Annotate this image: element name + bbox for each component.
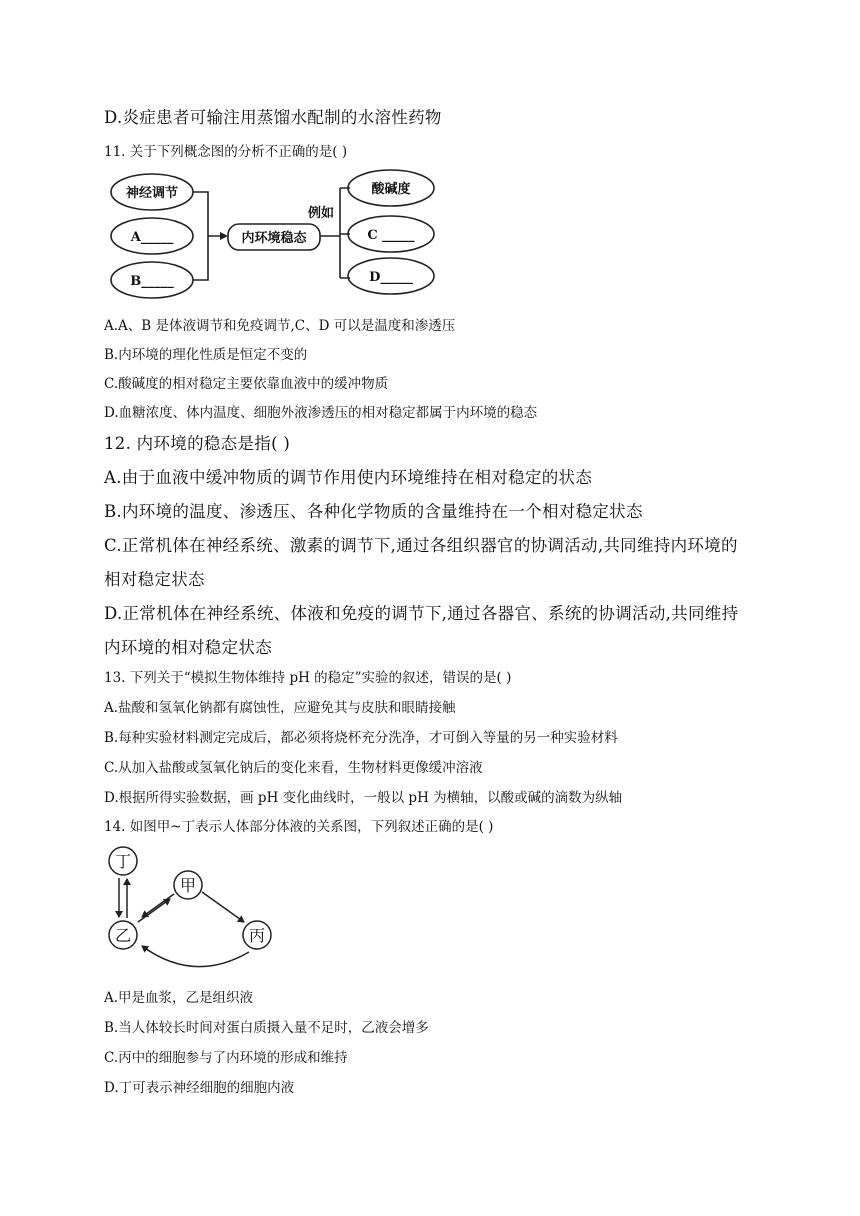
q14-fluid-diagram	[104, 842, 284, 974]
label-yi: 乙	[114, 926, 132, 945]
q11-option-a: A.A、B 是体液调节和免疫调节,C、D 可以是温度和渗透压	[104, 318, 456, 334]
q12-stem: 12. 内环境的稳态是指( )	[104, 434, 291, 453]
q12-option-a: A.由于血液中缓冲物质的调节作用使内环境维持在相对稳定的状态	[104, 468, 593, 487]
label-d: D_____	[369, 270, 413, 285]
label-b: B_____	[130, 274, 174, 289]
q12-option-b: B.内环境的温度、渗透压、各种化学物质的含量维持在一个相对稳定状态	[104, 502, 643, 521]
label-ding: 丁	[114, 852, 132, 871]
label-ph: 酸碱度	[371, 182, 411, 197]
q11-concept-diagram	[104, 168, 454, 308]
q12-option-d: D.正常机体在神经系统、体液和免疫的调节下,通过各器官、系统的协调活动,共同维持	[104, 604, 739, 623]
q14-stem: 14. 如图甲~丁表示人体部分体液的关系图，下列叙述正确的是( )	[104, 819, 494, 835]
q13-option-c: C.从加入盐酸或氢氧化钠后的变化来看，生物材料更像缓冲溶液	[104, 760, 483, 776]
q11-stem: 11. 关于下列概念图的分析不正确的是( )	[104, 144, 348, 160]
q12-option-c-cont: 相对稳定状态	[104, 570, 205, 589]
q11-option-d: D.血糖浓度、体内温度、细胞外液渗透压的相对稳定都属于内环境的稳态	[104, 405, 538, 421]
q10-option-d: D.炎症患者可输注用蒸馏水配制的水溶性药物	[104, 108, 442, 127]
q14-option-c: C.丙中的细胞参与了内环境的形成和维持	[104, 1050, 348, 1066]
q13-option-a: A.盐酸和氢氧化钠都有腐蚀性，应避免其与皮肤和眼睛接触	[104, 700, 456, 716]
q11-option-b: B.内环境的理化性质是恒定不变的	[104, 347, 308, 363]
q12-option-c: C.正常机体在神经系统、激素的调节下,通过各组织器官的协调活动,共同维持内环境的	[104, 536, 738, 555]
label-jia: 甲	[179, 876, 197, 895]
label-center: 内环境稳态	[241, 231, 307, 246]
q13-option-d: D.根据所得实验数据，画 pH 变化曲线时，一般以 pH 为横轴，以酸或碱的滴数为纵轴	[104, 790, 623, 806]
q14-option-a: A.甲是血浆，乙是组织液	[104, 990, 254, 1006]
q14-option-d: D.丁可表示神经细胞的细胞内液	[104, 1080, 295, 1096]
label-connector: 例如	[308, 206, 335, 221]
q13-option-b: B.每种实验材料测定完成后，都必须将烧杯充分洗净，才可倒入等量的另一种实验材料	[104, 730, 618, 746]
q14-option-b: B.当人体较长时间对蛋白质摄入量不足时，乙液会增多	[104, 1020, 429, 1036]
q12-option-d-cont: 内环境的相对稳定状态	[104, 638, 272, 657]
label-bing: 丙	[248, 926, 266, 945]
label-a: A_____	[130, 230, 174, 245]
label-c: C _____	[367, 228, 415, 243]
q11-option-c: C.酸碱度的相对稳定主要依靠血液中的缓冲物质	[104, 376, 389, 392]
label-neural: 神经调节	[125, 186, 179, 201]
q13-stem: 13. 下列关于“模拟生物体维持 pH 的稳定”实验的叙述，错误的是( )	[104, 670, 512, 686]
